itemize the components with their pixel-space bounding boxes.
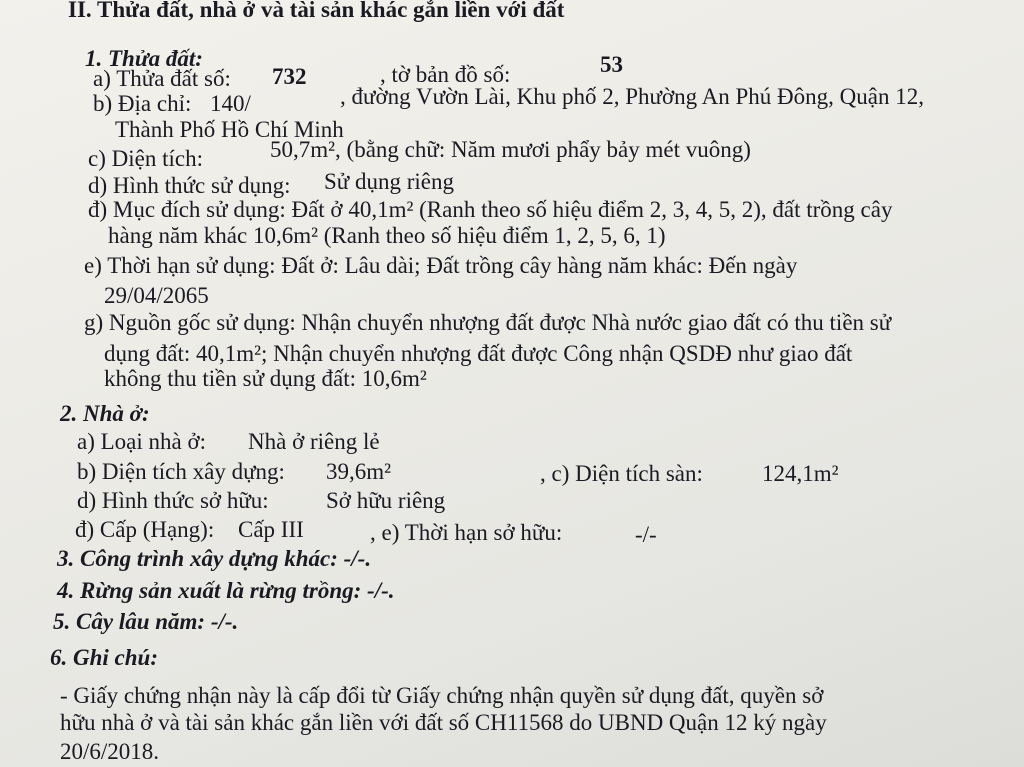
perennial-trees: 5. Cây lâu năm: -/-.	[53, 609, 239, 634]
land-area-label: c) Diện tích:	[88, 146, 203, 171]
land-origin-line3: không thu tiền sử dụng đất: 10,6m²	[104, 366, 427, 391]
house-floor-area-value: 124,1m²	[762, 461, 839, 486]
land-origin-line1: g) Nguồn gốc sử dụng: Nhận chuyển nhượng đất được Nhà nước giao đất có thu tiền sử	[84, 310, 892, 335]
land-address-city: Thành Phố Hồ Chí Minh	[115, 117, 344, 142]
house-type-value: Nhà ở riêng lẻ	[248, 429, 380, 454]
house-built-area-value: 39,6m²	[326, 459, 392, 484]
land-usage-form-label: d) Hình thức sử dụng:	[88, 173, 291, 198]
house-term-label: , e) Thời hạn sở hữu:	[370, 520, 563, 545]
house-term-value: -/-	[635, 522, 657, 547]
house-ownership-value: Sở hữu riêng	[326, 488, 446, 513]
land-area-value: 50,7m², (bằng chữ: Năm mươi phẩy bảy mét vuông)	[270, 137, 751, 162]
notes-line2: hữu nhà ở và tài sản khác gắn liền với đất số CH11568 do UBND Quận 12 ký ngày	[60, 710, 827, 735]
notes-heading: 6. Ghi chú:	[50, 645, 158, 670]
house-ownership-label: d) Hình thức sở hữu:	[77, 488, 269, 513]
land-origin-line2: dụng đất: 40,1m²; Nhận chuyển nhượng đất được Công nhận QSDĐ như giao đất	[104, 341, 853, 366]
land-heading: 1. Thửa đất:	[85, 46, 203, 71]
house-built-area-label: b) Diện tích xây dựng:	[77, 459, 285, 484]
land-purpose-line1: đ) Mục đích sử dụng: Đất ở 40,1m² (Ranh theo số hiệu điểm 2, 3, 4, 5, 2), đất trồng cây	[88, 197, 893, 222]
house-type-label: a) Loại nhà ở:	[77, 429, 207, 454]
land-map-label: , tờ bản đồ số:	[380, 62, 511, 87]
other-construction: 3. Công trình xây dựng khác: -/-.	[57, 546, 372, 571]
house-heading: 2. Nhà ở:	[60, 401, 150, 426]
land-usage-form-value: Sử dụng riêng	[324, 169, 455, 194]
section-title: II. Thửa đất, nhà ở và tài sản khác gắn liền với đất	[68, 0, 565, 22]
house-grade-label: đ) Cấp (Hạng):	[75, 517, 215, 542]
notes-line1: - Giấy chứng nhận này là cấp đổi từ Giấy chứng nhận quyền sử dụng đất, quyền sở	[60, 683, 824, 708]
land-parcel-label: a) Thửa đất số:	[93, 66, 231, 91]
land-parcel-number: 732	[272, 64, 307, 89]
production-forest: 4. Rừng sản xuất là rừng trồng: -/-.	[57, 578, 395, 603]
land-purpose-line2: hàng năm khác 10,6m² (Ranh theo số hiệu điểm 1, 2, 5, 6, 1)	[108, 223, 666, 248]
land-address-label: b) Địa chỉ:	[93, 91, 192, 116]
land-map-number: 53	[600, 52, 623, 77]
land-term-line2: 29/04/2065	[104, 283, 209, 308]
land-address-number: 140/	[210, 91, 251, 116]
land-address-street: , đường Vườn Lài, Khu phố 2, Phường An Phú Đông, Quận 12,	[340, 84, 924, 109]
notes-line3: 20/6/2018.	[60, 739, 160, 764]
house-floor-area-label: , c) Diện tích sàn:	[540, 461, 703, 486]
house-grade-value: Cấp III	[238, 517, 304, 542]
land-term-line1: e) Thời hạn sử dụng: Đất ở: Lâu dài; Đất trồng cây hàng năm khác: Đến ngày	[84, 253, 798, 278]
